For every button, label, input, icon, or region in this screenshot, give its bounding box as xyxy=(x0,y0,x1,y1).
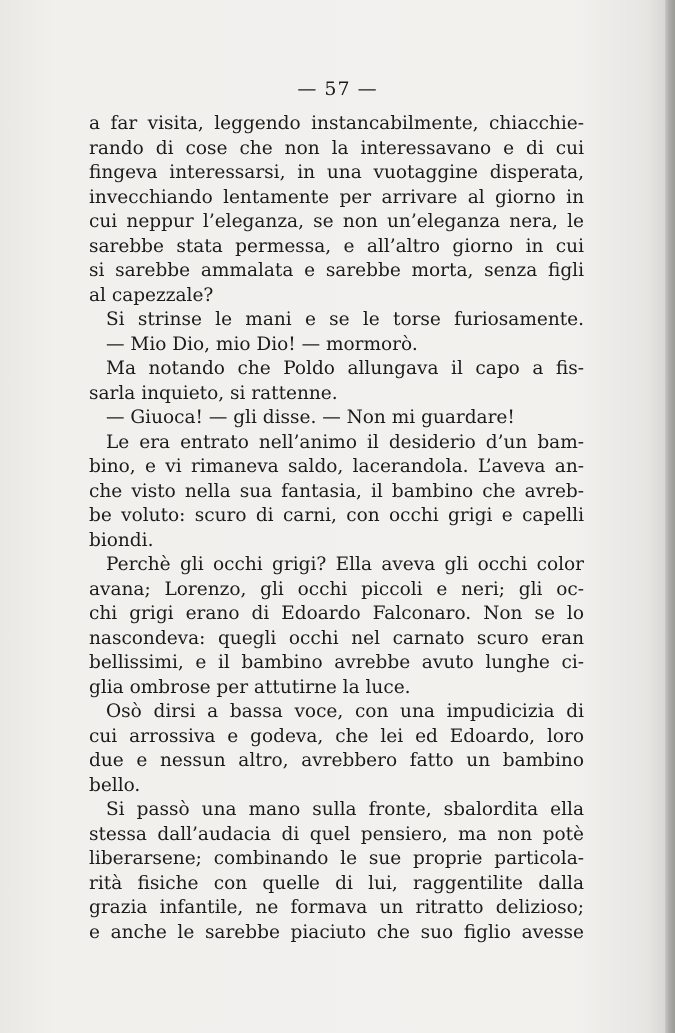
text-line: cui neppur l’eleganza, se non un’eleganza nera, le xyxy=(89,211,584,232)
page-number: — 57 — xyxy=(297,78,378,100)
text-line: sarla inquieto, si rattenne. xyxy=(89,382,338,404)
text-line: rità fisiche con quelle di lui, raggentilite dalla xyxy=(89,872,584,894)
text-line: si sarebbe ammalata e sarebbe morta, senza figli xyxy=(89,260,584,281)
text-line: al capezzale? xyxy=(89,284,214,306)
text-line: due e nessun altro, avrebbero fatto un bambino xyxy=(89,750,584,771)
text-line: Si strinse le mani e se le torse furiosamente. xyxy=(106,309,584,330)
text-line: cui arrossiva e godeva, che lei ed Edoardo, loro xyxy=(89,725,584,747)
text-line: chi grigi erano di Edoardo Falconaro. Non se lo xyxy=(89,603,584,624)
text-line: nascondeva: quegli occhi nel carnato scuro eran xyxy=(89,627,584,649)
text-line: sarebbe stata permessa, e all’altro giorno in cui xyxy=(89,235,584,257)
text-line: — Mio Dio, mio Dio! — mormorò. xyxy=(106,333,418,355)
text-line: bellissimi, e il bambino avrebbe avuto lunghe ci- xyxy=(89,652,584,673)
text-line: rando di cose che non la interessavano e di cui xyxy=(89,137,584,159)
text-line: e anche le sarebbe piaciuto che suo figlio avesse xyxy=(89,921,584,943)
text-line: Le era entrato nell’animo il desiderio d’un bam- xyxy=(106,431,584,453)
text-line: bello. xyxy=(89,774,141,796)
text-line: Perchè gli occhi grigi? Ella aveva gli occhi color xyxy=(106,554,584,575)
text-line: bino, e vi rimaneva saldo, lacerandola. L’aveva an- xyxy=(89,456,584,477)
text-line: Si passò una mano sulla fronte, sbalordita ella xyxy=(106,799,584,820)
text-line: a far visita, leggendo instancabilmente, chiacchie- xyxy=(89,113,584,134)
body-text xyxy=(89,112,584,945)
text-line: che visto nella sua fantasia, il bambino che avreb- xyxy=(89,480,584,502)
page-edge-shadow xyxy=(665,0,675,1033)
text-line: invecchiando lentamente per arrivare al giorno in xyxy=(89,186,584,208)
text-line: be voluto: scuro di carni, con occhi grigi e capelli xyxy=(89,505,584,526)
text-line: fingeva interessarsi, in una vuotaggine disperata, xyxy=(89,162,584,183)
text-line: glia ombrose per attutirne la luce. xyxy=(89,676,411,698)
text-line: grazia infantile, ne formava un ritratto delizioso; xyxy=(89,897,584,918)
text-line: Osò dirsi a bassa voce, con una impudicizia di xyxy=(106,701,584,722)
text-line: stessa dall’audacia di quel pensiero, ma non potè xyxy=(89,823,584,845)
text-line: biondi. xyxy=(89,529,154,551)
text-line: Ma notando che Poldo allungava il capo a fis- xyxy=(106,358,584,379)
text-line: — Giuoca! — gli disse. — Non mi guardare! xyxy=(106,407,515,428)
text-line: liberarsene; combinando le sue proprie particola- xyxy=(89,848,584,869)
text-line: avana; Lorenzo, gli occhi piccoli e neri; gli oc- xyxy=(89,578,584,600)
